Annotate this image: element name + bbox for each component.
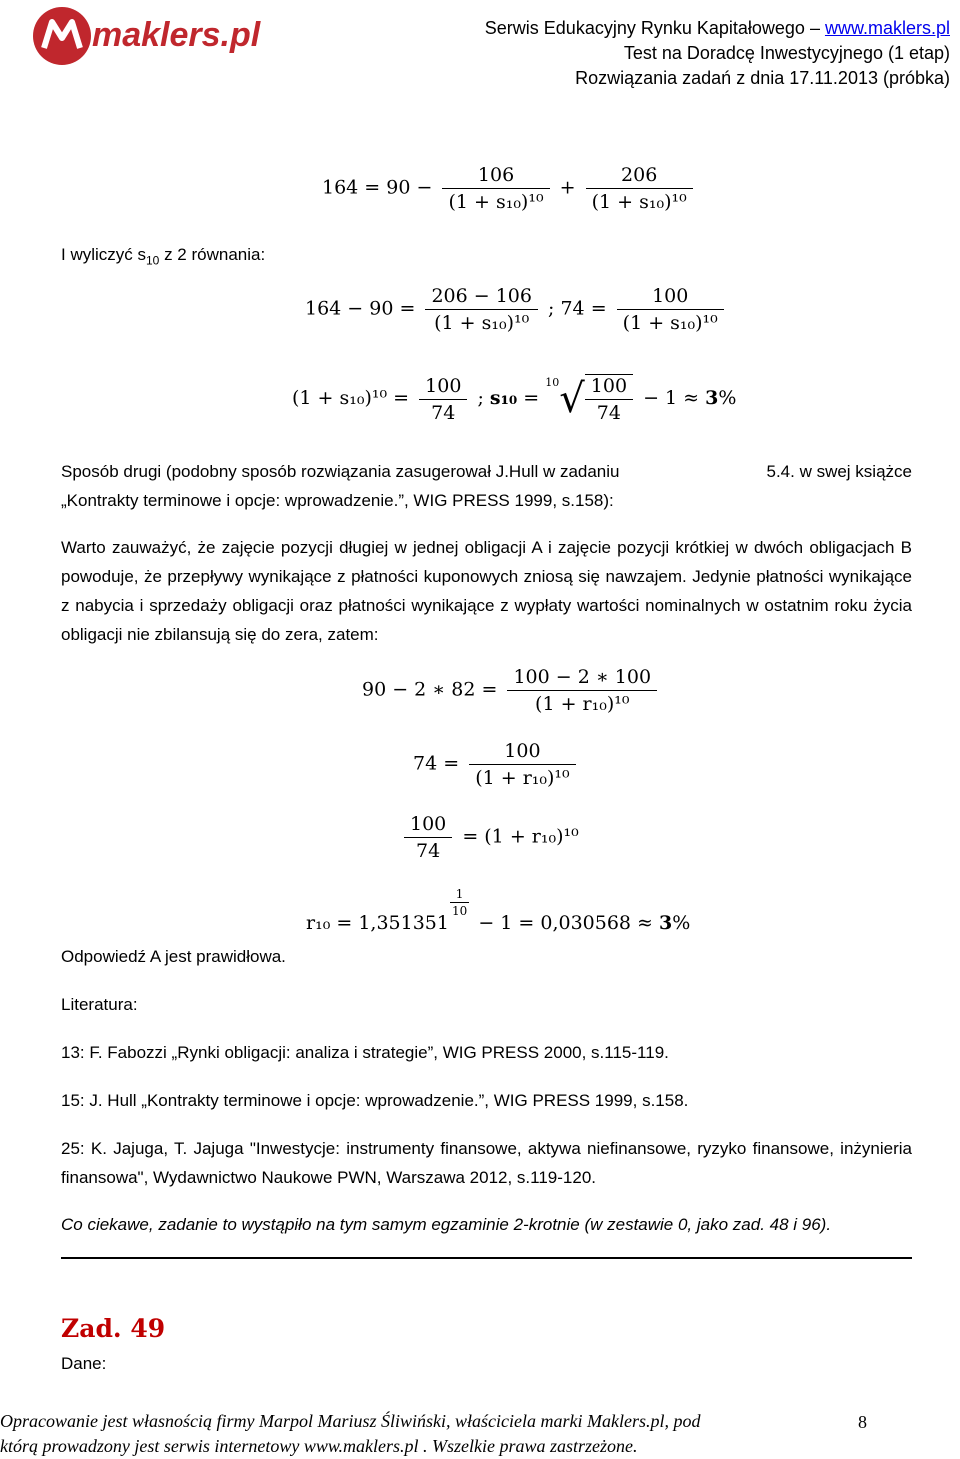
literature-title: Literatura: — [61, 995, 138, 1014]
maklers-link[interactable]: www.maklers.pl — [824, 18, 950, 38]
logo-text: maklers.pl — [92, 16, 261, 54]
equation-2: 164 − 90 = $\frac{206 - 106}{\text{(1 + s₁₀)¹⁰}}$ ; 74 = $\frac{100}{\text{(1 + s₁₀)¹⁰}}$ — [305, 285, 728, 334]
header-line-2: Test na Doradcę Inwestycyjnego (1 etap) — [623, 43, 950, 63]
page-number: 8 — [858, 1412, 867, 1432]
literature-item: 15: J. Hull „Kontrakty terminowe i opcje: wprowadzenie.”, WIG PRESS 1999, s.158. — [61, 1091, 689, 1110]
separator — [61, 1257, 912, 1259]
intro-label: I wyliczyć $s_{10}$ z 2 równania: — [61, 245, 266, 268]
method-2-line-1: Sposób drugi (podobny sposób rozwiązania zasugerował J.Hull w zadaniu 5.4. w swej książce — [61, 462, 912, 481]
equation-3: (1 + s₁₀)¹⁰ = $\frac{100}{74}$ ; s₁₀ = $^{10}$√ $\frac{100}{74}$ − 1 ≈ 3% — [292, 374, 737, 424]
footer — [0, 1409, 800, 1459]
equation-7: r₁₀ = 1,351351 $\frac{1}{10}$ − 1 = 0,030568 ≈ 3% — [306, 887, 691, 934]
equation-1: 164 = 90 − $\frac{106}{\text{(1 + s₁₀)¹⁰}}$ + $\frac{206}{\text{(1 + s₁₀)¹⁰}}$ — [322, 164, 697, 213]
equation-6: $\frac{100}{74}$ = (1 + r₁₀)¹⁰ — [404, 813, 579, 862]
task-title: Zad. 49 — [61, 1314, 166, 1343]
literature-item: 25: K. Jajuga, T. Jajuga "Inwestycje: instrumenty finansowe, aktywa niefinansowe, ryzyko finansowe, inżynieria finansowa", Wydawnictwo Naukowe PWN, Warszawa 2012, s.119-120. — [61, 1139, 912, 1187]
answer: Odpowiedź A jest prawidłowa. — [61, 947, 286, 966]
equation-4: 90 − 2 ∗ 82 = $\frac{100 - 2 ∗ 100}{\text{(1 + r₁₀)¹⁰}}$ — [362, 666, 661, 715]
note: Co ciekawe, zadanie to wystąpiło na tym samym egzaminie 2-krotnie (w zestawie 0, jako zad. 48 i 96). — [61, 1215, 832, 1234]
footer-line-2: którą prowadzony jest serwis internetowy www.maklers.pl . Wszelkie prawa zastrzeżone. — [0, 1436, 638, 1456]
header — [350, 16, 950, 91]
header-line-1: Serwis Edukacyjny Rynku Kapitałowego – www.maklers.pl — [484, 18, 950, 38]
logo — [30, 4, 261, 68]
root-sign: √ — [559, 376, 585, 422]
literature-item: 13: F. Fabozzi „Rynki obligacji: analiza i strategie”, WIG PRESS 2000, s.115-119. — [61, 1043, 669, 1062]
task-given-label: Dane: — [61, 1354, 107, 1373]
method-2-line-2: „Kontrakty terminowe i opcje: wprowadzenie.”, WIG PRESS 1999, s.158): — [61, 491, 614, 510]
footer-line-1: Opracowanie jest własnością firmy Marpol Mariusz Śliwiński, właściciela marki Maklers.pl, pod — [0, 1411, 701, 1431]
explanation-paragraph: Warto zauważyć, że zajęcie pozycji długiej w jednej obligacji A i zajęcie pozycji krótkiej w dwóch obligacjach B powoduje, że przepływy wynikające z płatności kuponowych zniosą się nawzajem. Jedynie płatności wynikające z nabycia i sprzedaży obligacji oraz płatności wynikające z wypłaty wartości nominalnych w ostatnim roku życia obligacji nie zbilansują się do zera, zatem: — [61, 538, 912, 644]
header-line-3: Rozwiązania zadań z dnia 17.11.2013 (próbka) — [575, 68, 950, 88]
equation-5: 74 = $\frac{100}{\text{(1 + r₁₀)¹⁰}}$ — [413, 740, 580, 789]
